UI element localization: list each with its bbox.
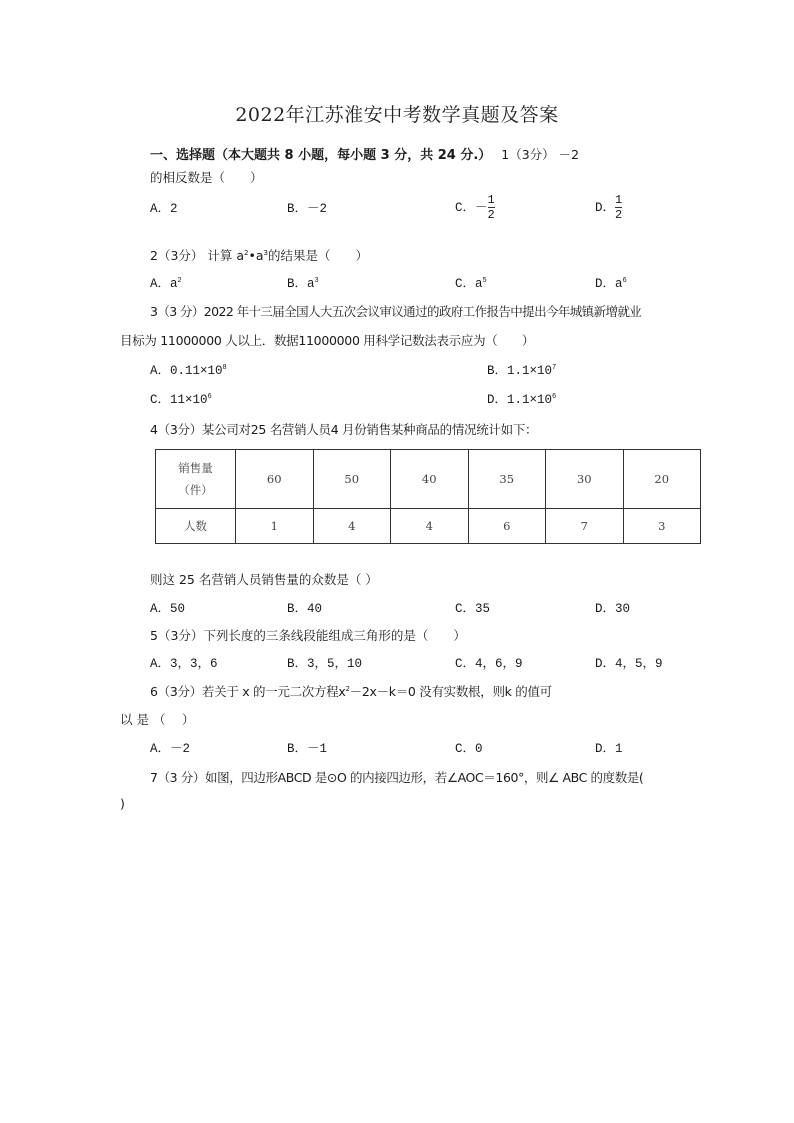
option-label: A． — [150, 364, 171, 378]
option-label: D． — [487, 393, 508, 407]
option-label: C． — [455, 602, 476, 616]
stem-text: •a — [248, 248, 264, 263]
table-cell: 3 — [623, 509, 701, 544]
question-score: （3分） — [157, 628, 204, 643]
fraction-numerator: 1 — [615, 193, 623, 207]
option-text: 1.1×10 — [507, 393, 553, 407]
question-6-line1 — [150, 684, 552, 700]
question-5-stem — [150, 628, 466, 644]
question-score: （3分） — [509, 147, 555, 162]
option-label: C． — [455, 657, 476, 671]
option-text: －2 — [307, 202, 328, 216]
option-c[interactable] — [455, 741, 483, 757]
option-label: B． — [287, 202, 308, 216]
exponent: 3 — [263, 249, 269, 257]
option-text: 35 — [475, 602, 491, 616]
option-label: C． — [455, 277, 476, 291]
question-2-stem — [150, 248, 368, 264]
option-text: 2 — [170, 202, 178, 216]
question-7-line1 — [150, 770, 643, 786]
option-text: 3，3，6 — [170, 657, 218, 671]
exponent: 5 — [482, 277, 487, 285]
fraction-denominator: 2 — [615, 208, 623, 222]
stem-text: 某公司对25 名营销人员4 月份销售某种商品的情况统计如下： — [201, 422, 538, 437]
option-text: 4，5，9 — [615, 657, 663, 671]
option-label: A． — [150, 202, 171, 216]
question-score: （3分） — [157, 248, 204, 263]
option-text: a — [615, 277, 623, 291]
option-text: 1 — [615, 742, 623, 756]
table-cell: 30 — [546, 450, 624, 509]
option-text: 50 — [170, 602, 186, 616]
option-b[interactable] — [487, 363, 556, 379]
option-c[interactable] — [150, 392, 212, 408]
option-c[interactable] — [455, 601, 490, 617]
row-header-count: 人数 — [156, 509, 236, 544]
question-7-line2: ) — [120, 796, 125, 811]
option-label: B． — [287, 657, 308, 671]
question-number: 6 — [150, 684, 158, 699]
option-text: 3，5，10 — [307, 657, 363, 671]
question-3-line1 — [150, 304, 641, 320]
exponent: 6 — [207, 393, 212, 401]
option-c[interactable] — [455, 656, 523, 672]
option-text: 11×10 — [170, 393, 208, 407]
option-text: 1.1×10 — [507, 364, 553, 378]
exponent: 6 — [552, 393, 557, 401]
table-cell: 6 — [468, 509, 546, 544]
option-d[interactable] — [487, 392, 556, 408]
option-d[interactable] — [595, 656, 663, 672]
option-label: A． — [150, 657, 171, 671]
option-a[interactable] — [150, 201, 178, 217]
option-text: 40 — [307, 602, 323, 616]
option-text: 4，6，9 — [475, 657, 523, 671]
header-text: 销售量 — [178, 461, 213, 475]
option-b[interactable] — [287, 656, 362, 672]
question-stem: －2 — [558, 147, 580, 162]
fraction — [488, 193, 495, 222]
exponent: 3 — [314, 277, 319, 285]
row-header-sales — [156, 450, 236, 509]
sales-table — [155, 449, 701, 544]
table-row-counts — [156, 509, 701, 544]
question-number: 1 — [501, 147, 510, 162]
fraction-denominator: 2 — [487, 208, 495, 222]
option-label: A． — [150, 602, 171, 616]
option-label: B． — [287, 277, 308, 291]
option-label: C． — [455, 742, 476, 756]
stem-text: 2022 年十三届全国人大五次会议审议通过的政府工作报告中提出今年城镇新增就业 — [203, 304, 642, 319]
option-label: D． — [595, 200, 616, 215]
option-text: a — [307, 277, 315, 291]
question-4-stem — [150, 422, 537, 438]
question-number: 4 — [150, 422, 158, 437]
exponent: 8 — [222, 364, 227, 372]
fraction-numerator: 1 — [487, 193, 495, 207]
option-a[interactable] — [150, 601, 185, 617]
question-1-line1 — [150, 147, 579, 164]
question-number: 5 — [150, 628, 158, 643]
option-text: 0 — [475, 742, 483, 756]
stem-text: 下列长度的三条线段能组成三角形的是（ ） — [203, 628, 466, 643]
option-text: a — [170, 277, 178, 291]
option-a[interactable] — [150, 363, 227, 379]
option-d[interactable] — [595, 276, 627, 292]
exponent: 7 — [552, 364, 557, 372]
option-text: 0.11×10 — [170, 364, 223, 378]
question-3-line2: 目标为 11000000 人以上．数据11000000 用科学记数法表示应为（ ） — [120, 333, 535, 348]
option-text: a — [475, 277, 483, 291]
option-text: 30 — [615, 602, 631, 616]
option-label: C． — [150, 393, 171, 407]
question-number: 2 — [150, 248, 158, 263]
question-6-line2: 以 是 （ ） — [120, 712, 195, 727]
option-c[interactable] — [455, 276, 487, 292]
stem-text: 计算 a — [207, 248, 245, 263]
option-label: D． — [595, 277, 616, 291]
option-b[interactable] — [287, 276, 319, 292]
question-number: 3 — [150, 304, 158, 319]
option-a[interactable] — [150, 741, 190, 757]
option-d[interactable] — [595, 193, 622, 222]
document-title: 2022年江苏淮安中考数学真题及答案 — [235, 104, 559, 126]
exponent: 6 — [622, 277, 627, 285]
table-cell: 1 — [236, 509, 314, 544]
section-heading: 一、选择题（本大题共 8 小题，每小题 3 分，共 24 分.） — [150, 148, 492, 163]
table-cell: 60 — [236, 450, 314, 509]
exponent: 2 — [244, 249, 249, 257]
option-label: C． — [455, 200, 476, 215]
option-b[interactable] — [287, 601, 322, 617]
table-cell: 40 — [391, 450, 469, 509]
option-a[interactable] — [150, 276, 182, 292]
exponent: 2 — [177, 277, 182, 285]
option-label: D． — [595, 602, 616, 616]
table-cell: 4 — [391, 509, 469, 544]
fraction — [615, 193, 622, 222]
option-b[interactable] — [287, 741, 327, 757]
option-label: D． — [595, 657, 616, 671]
option-text: －2 — [170, 742, 191, 756]
stem-text: 如图，四边形ABCD 是⊙O 的内接四边形，若∠AOC＝160°，则∠ ABC 的度数是( — [205, 770, 644, 785]
header-unit: （件） — [178, 483, 213, 497]
question-number: 7 — [150, 770, 158, 785]
exponent: 2 — [345, 685, 350, 693]
option-label: B． — [487, 364, 508, 378]
table-cell: 4 — [313, 509, 391, 544]
table-row-sales — [156, 450, 701, 509]
option-sign: － — [475, 200, 488, 215]
option-text: －1 — [307, 742, 328, 756]
table-cell: 35 — [468, 450, 546, 509]
option-label: A． — [150, 742, 171, 756]
question-score: （3分） — [157, 684, 202, 699]
table-cell: 20 — [623, 450, 701, 509]
stem-text: 若关于 x 的一元二次方程x — [201, 684, 346, 699]
option-d[interactable] — [595, 601, 630, 617]
option-label: B． — [287, 602, 308, 616]
option-c[interactable] — [455, 193, 495, 222]
option-b[interactable] — [287, 201, 327, 217]
stem-text: －2x－k＝0 没有实数根，则k 的值可 — [349, 684, 552, 699]
question-score: （3分） — [157, 422, 202, 437]
question-score: （3 分） — [157, 304, 204, 319]
question-4-followup: 则这 25 名营销人员销售量的众数是（ ） — [150, 572, 378, 587]
table-cell: 50 — [313, 450, 391, 509]
option-a[interactable] — [150, 656, 218, 672]
table-cell: 7 — [546, 509, 624, 544]
option-label: B． — [287, 742, 308, 756]
option-d[interactable] — [595, 741, 623, 757]
question-score: （3 分） — [157, 770, 205, 785]
question-stem: 的相反数是（ ） — [150, 170, 263, 185]
option-label: A． — [150, 277, 171, 291]
option-label: D． — [595, 742, 616, 756]
stem-text: 的结果是（ ） — [268, 248, 369, 263]
